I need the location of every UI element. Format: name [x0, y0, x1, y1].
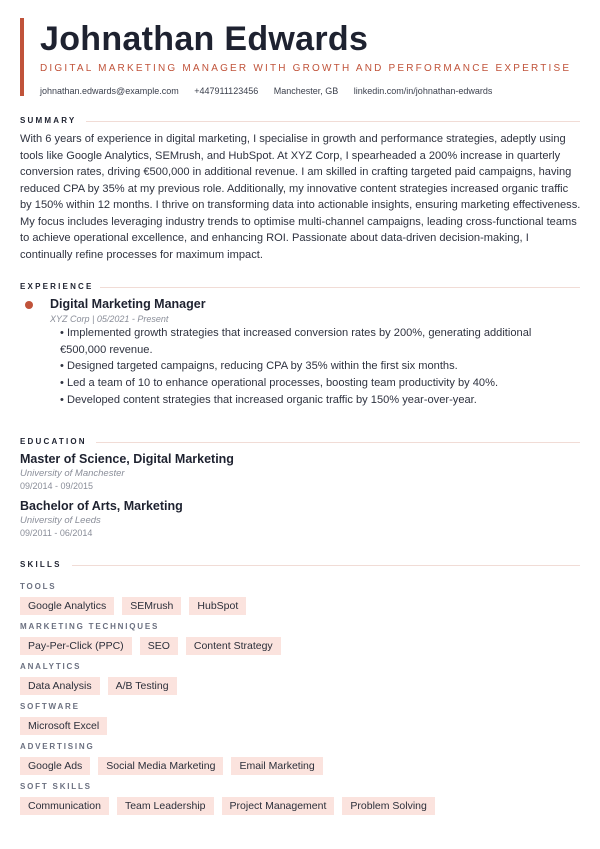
- skill-tag: Social Media Marketing: [98, 757, 223, 775]
- skill-tag-row: [20, 637, 281, 655]
- skill-tag-row: [20, 677, 177, 695]
- skill-tag: SEO: [140, 637, 178, 655]
- skill-category-label: SOFT SKILLS: [20, 782, 92, 791]
- skill-tag-row: [20, 597, 246, 615]
- section-title-education: EDUCATION: [20, 437, 87, 446]
- job-bullet: • Led a team of 10 to enhance operational processes, boosting team productivity by 40%.: [60, 375, 580, 392]
- skill-tag: A/B Testing: [108, 677, 177, 695]
- candidate-tagline: DIGITAL MARKETING MANAGER WITH GROWTH AND PERFORMANCE EXPERTISE: [40, 63, 572, 74]
- skill-tag: Data Analysis: [20, 677, 100, 695]
- skill-tag: SEMrush: [122, 597, 181, 615]
- skill-tag: Google Analytics: [20, 597, 114, 615]
- job-bullet: • Designed targeted campaigns, reducing CPA by 35% within the first six months.: [60, 358, 580, 375]
- section-divider: [86, 121, 580, 122]
- skill-category-label: ANALYTICS: [20, 662, 82, 671]
- skill-tag: Email Marketing: [231, 757, 322, 775]
- summary-text: With 6 years of experience in digital marketing, I specialise in growth and performance strategies, adeptly using tools like Google Analytics, SEMrush, and HubSpot. At XYZ Corp, I spearheaded a 200% increase in quarterly conversion rates, driving €500,000 in additional revenue. I am skilled in crafting targeted paid campaigns, having reduced CPA by 35% at my previous role. Additionally, my innovative content strategies increased organic traffic by 150% within 12 months. I thrive on transforming data into actionable insights, ensuring marketing effectiveness. My focus includes leveraging industry trends to optimise multi-channel campaigns, leading cross-functional teams to achieve operational excellence, and enhancing ROI. Passionate about data-driven decision-making, I continually refine processes for maximum impact.: [20, 133, 581, 261]
- job-title: Digital Marketing Manager: [50, 297, 206, 311]
- skill-tag-row: [20, 757, 323, 775]
- education-dates: 09/2011 - 06/2014: [20, 528, 93, 538]
- skill-tag: HubSpot: [189, 597, 246, 615]
- contact-location: Manchester, GB: [273, 86, 339, 96]
- skill-tag: Project Management: [222, 797, 335, 815]
- skill-category-label: SOFTWARE: [20, 702, 80, 711]
- job-company-dates: XYZ Corp | 05/2021 - Present: [50, 314, 169, 324]
- education-school: University of Leeds: [20, 515, 101, 526]
- job-bullet: • Developed content strategies that increased organic traffic by 150% year-over-year.: [60, 392, 580, 409]
- skill-category-label: ADVERTISING: [20, 742, 95, 751]
- education-degree: Bachelor of Arts, Marketing: [20, 499, 183, 513]
- section-title-skills: SKILLS: [20, 560, 62, 569]
- education-school: University of Manchester: [20, 468, 125, 479]
- job-bullet: • Implemented growth strategies that increased conversion rates by 200%, generating additional €500,000 revenue.: [60, 325, 580, 358]
- skill-category-label: MARKETING TECHNIQUES: [20, 622, 160, 631]
- contact-phone[interactable]: +447911123456: [194, 86, 259, 96]
- skill-tag: Pay-Per-Click (PPC): [20, 637, 132, 655]
- section-divider: [100, 287, 580, 288]
- skill-tag-row: [20, 717, 107, 735]
- section-divider: [96, 442, 580, 443]
- section-divider: [72, 565, 580, 566]
- section-title-experience: EXPERIENCE: [20, 282, 94, 291]
- timeline-dot-icon: [25, 301, 33, 309]
- accent-bar: [20, 18, 24, 96]
- skill-tag: Problem Solving: [342, 797, 434, 815]
- skill-tag: Team Leadership: [117, 797, 214, 815]
- resume-header: [0, 18, 600, 98]
- skill-tag: Microsoft Excel: [20, 717, 107, 735]
- education-degree: Master of Science, Digital Marketing: [20, 452, 234, 466]
- job-bullets: [60, 325, 580, 409]
- skill-category-label: TOOLS: [20, 582, 57, 591]
- contact-linkedin[interactable]: linkedin.com/in/johnathan-edwards: [353, 86, 493, 96]
- skill-tag-row: [20, 797, 435, 815]
- skill-tag: Google Ads: [20, 757, 90, 775]
- education-dates: 09/2014 - 09/2015: [20, 481, 94, 491]
- skill-tag: Communication: [20, 797, 109, 815]
- candidate-name: Johnathan Edwards: [40, 20, 369, 58]
- section-title-summary: SUMMARY: [20, 116, 77, 125]
- contact-line: [40, 85, 505, 97]
- contact-email[interactable]: johnathan.edwards@example.com: [40, 86, 179, 96]
- skill-tag: Content Strategy: [186, 637, 281, 655]
